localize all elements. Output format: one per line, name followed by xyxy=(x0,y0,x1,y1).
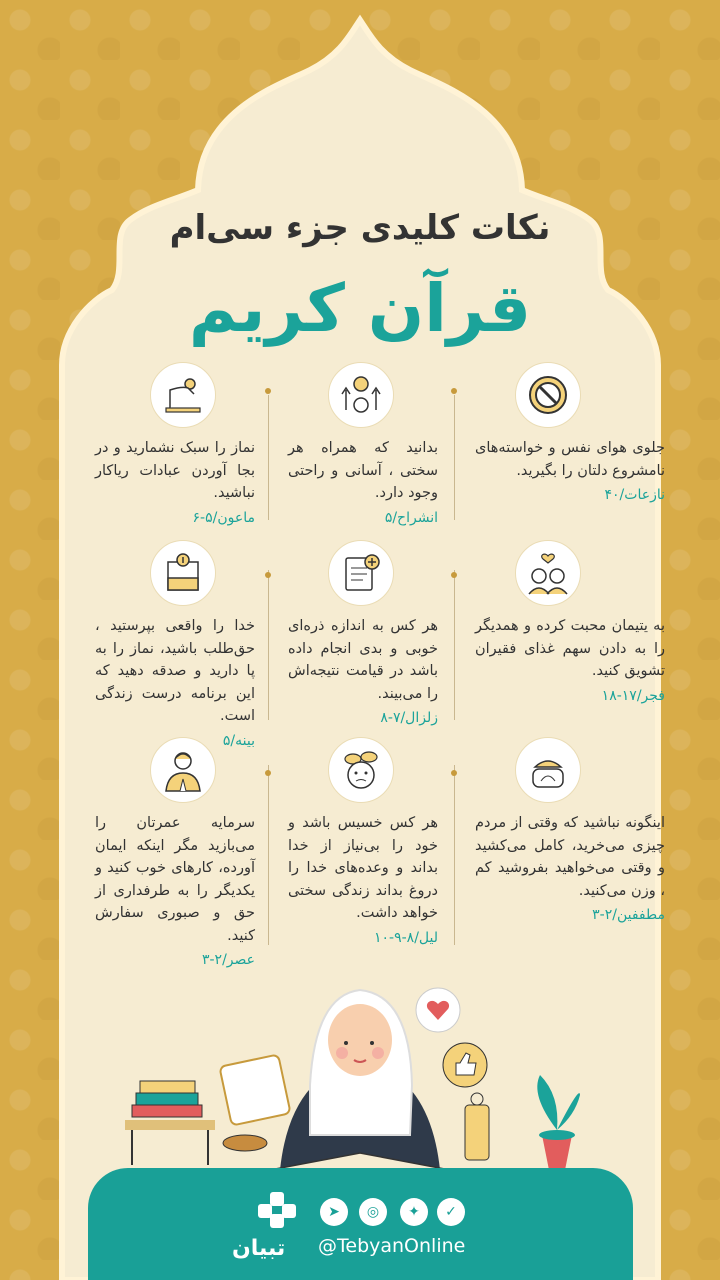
twitter-icon[interactable]: ✦ xyxy=(400,1198,428,1226)
tip-reference: انشراح/۵ xyxy=(384,509,438,526)
brand-name: تبیان xyxy=(232,1236,286,1261)
website-icon[interactable]: ✓ xyxy=(437,1198,465,1226)
footer-bar xyxy=(88,1168,633,1280)
instagram-icon[interactable]: ◎ xyxy=(359,1198,387,1226)
divider-dot xyxy=(451,770,457,776)
divider-dot xyxy=(265,388,271,394)
tip-text: اینگونه نباشید که وقتی از مردم چیزی می‌خرید، کامل می‌کشید و وقتی می‌خواهید بفروشید کم ، وزن می‌کنید. xyxy=(475,815,665,899)
telegram-icon[interactable]: ➤ xyxy=(320,1198,348,1226)
praying-man-icon xyxy=(150,737,216,803)
tip-text: جلوی هوای نفس و خواسته‌های نامشروع دلتان را بگیرید. xyxy=(475,440,665,479)
divider xyxy=(454,570,455,720)
tip-reference: عصر/۲-۳ xyxy=(201,952,255,968)
divider-dot xyxy=(265,572,271,578)
divider-dot xyxy=(451,572,457,578)
tebyan-logo-icon xyxy=(252,1190,302,1230)
tip-text: خدا را واقعی بپرستید ، حق‌طلب باشید، نماز را به پا دارید و صدقه دهید که این برنامه درست زندگی است. xyxy=(95,618,255,724)
girl-reading-illustration xyxy=(110,965,610,1175)
prohibited-icon xyxy=(515,362,581,428)
tip-text: به یتیمان محبت کرده و همدیگر را به دادن سهم غذای فقیران تشویق کنید. xyxy=(475,618,665,679)
tip-reference: زلزال/۷-۸ xyxy=(380,710,438,726)
charity-box-icon xyxy=(150,540,216,606)
divider-dot xyxy=(451,388,457,394)
tip-text: هر کس خسیس باشد و خود را بی‌نیاز از خدا بداند و وعده‌های خدا را دروغ بداند زندگی سختی خواهد داشت. xyxy=(288,815,438,921)
tip-reference: نازعات/۴۰ xyxy=(604,487,665,503)
children-heart-icon xyxy=(515,540,581,606)
divider xyxy=(268,395,269,520)
tip-text: سرمایه عمرتان را می‌بازید مگر اینکه ایمان آورده، کارهای خوب کنید و یکدیگر را به طرفداری از حق و صبوری سفارش کنید. xyxy=(95,815,255,944)
tip-reference: ماعون/۵-۶ xyxy=(192,509,255,526)
scale-icon xyxy=(515,737,581,803)
tip-text: بدانید که همراه هر سختی ، آسانی و راحتی وجود دارد. xyxy=(288,440,438,501)
tip-reference: مطففین/۲-۳ xyxy=(592,907,665,923)
tip-reference: لیل/۸-۹-۱۰ xyxy=(373,929,438,946)
divider xyxy=(268,765,269,945)
tip-text: هر کس به اندازه ذره‌ای خوبی و بدی انجام داده باشد در قیامت نتیجه‌اش را می‌بیند. xyxy=(288,618,438,702)
page-subtitle: نکات کلیدی جزء سی‌ام xyxy=(169,208,551,248)
divider-dot xyxy=(265,770,271,776)
social-handle[interactable]: @TebyanOnline xyxy=(318,1235,466,1257)
page-title: قرآن کریم xyxy=(188,270,532,347)
divider xyxy=(454,765,455,945)
confused-face-icon xyxy=(328,737,394,803)
divider xyxy=(268,570,269,720)
mood-arrows-icon xyxy=(328,362,394,428)
tip-reference: فجر/۱۷-۱۸ xyxy=(601,687,665,704)
prayer-icon xyxy=(150,362,216,428)
divider xyxy=(454,395,455,520)
report-plus-icon xyxy=(328,540,394,606)
tip-reference: بینه/۵ xyxy=(222,732,255,749)
tip-text: نماز را سبک نشمارید و در بجا آوردن عبادات ریاکار نباشید. xyxy=(95,440,255,501)
